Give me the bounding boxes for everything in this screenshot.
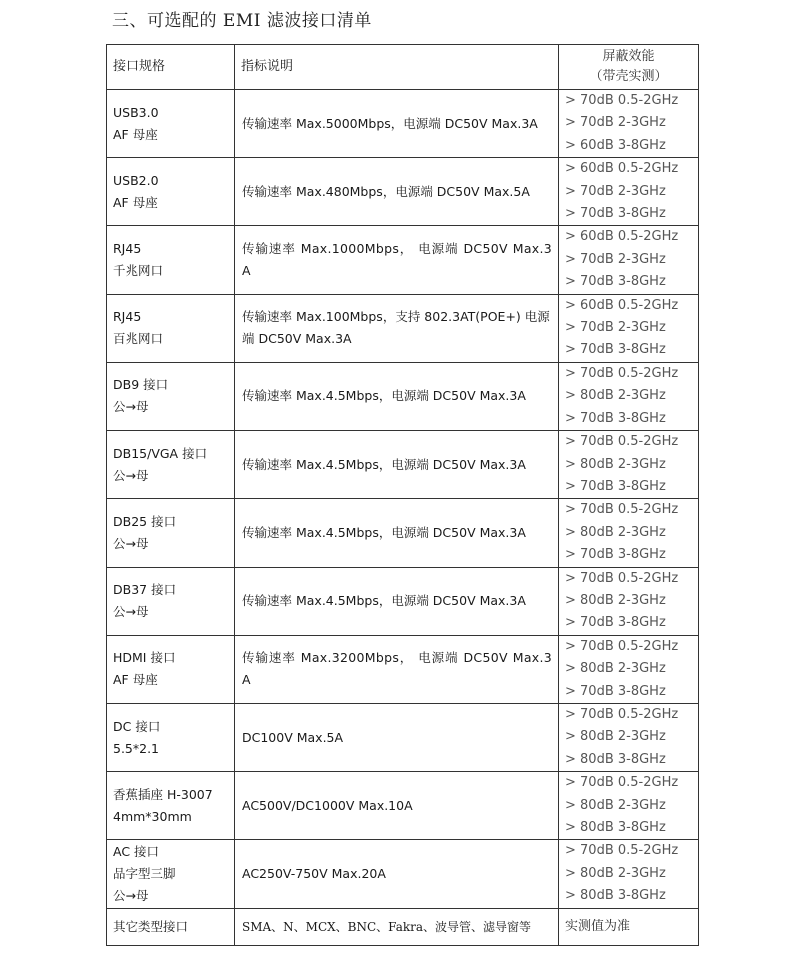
spec-cell xyxy=(235,158,559,226)
shielding-value: > 70dB 0.5-2GHz xyxy=(565,434,679,450)
interface-line: RJ45 xyxy=(113,241,142,257)
table-row xyxy=(107,158,699,226)
interface-line: 公→母 xyxy=(113,467,149,483)
shielding-value: > 70dB 3-8GHz xyxy=(565,547,666,563)
interface-line: DB9 接口 xyxy=(113,377,169,393)
shielding-value: > 80dB 2-3GHz xyxy=(565,592,666,608)
interface-cell xyxy=(107,431,235,499)
header-interface: 接口规格 xyxy=(107,45,235,90)
table-row xyxy=(107,90,699,158)
interface-line: 5.5*2.1 xyxy=(113,740,160,756)
table-row xyxy=(107,294,699,362)
spec-text: AC500V/DC1000V Max.10A xyxy=(242,797,413,813)
shielding-value: > 60dB 0.5-2GHz xyxy=(565,229,679,245)
interface-line: DB37 接口 xyxy=(113,582,177,598)
spec-cell xyxy=(235,431,559,499)
spec-cell xyxy=(235,567,559,635)
shielding-cell xyxy=(559,90,699,158)
spec-cell xyxy=(235,226,559,294)
table-row xyxy=(107,499,699,567)
interface-line: 品字型三脚 xyxy=(113,866,176,882)
shielding-value: > 70dB 0.5-2GHz xyxy=(565,706,679,722)
interface-line: AF 母座 xyxy=(113,126,158,142)
shielding-value: > 80dB 2-3GHz xyxy=(565,524,666,540)
spec-cell: SMA、N、MCX、BNC、Fakra、波导管、滤导窗等 xyxy=(235,908,559,945)
spec-text: 传输速率 Max.3200Mbps， 电源端 DC50V Max.3A xyxy=(242,650,552,688)
shielding-value: > 70dB 0.5-2GHz xyxy=(565,775,679,791)
interface-cell xyxy=(107,226,235,294)
spec-text: 传输速率 Max.100Mbps，支持 802.3AT(POE+) 电源端 DC50V Max.3A xyxy=(242,309,550,347)
interface-line: DC 接口 xyxy=(113,718,161,734)
interface-cell xyxy=(107,90,235,158)
spec-text: 传输速率 Max.4.5Mbps，电源端 DC50V Max.3A xyxy=(242,593,526,609)
interface-line: AF 母座 xyxy=(113,672,158,688)
interface-line: USB3.0 xyxy=(113,104,159,120)
shielding-value: > 70dB 2-3GHz xyxy=(565,115,666,131)
table-row-other xyxy=(107,908,699,945)
table-row xyxy=(107,567,699,635)
shielding-value: > 70dB 2-3GHz xyxy=(565,251,666,267)
spec-text: 传输速率 Max.4.5Mbps，电源端 DC50V Max.3A xyxy=(242,456,526,472)
header-shielding-line2: （带壳实测） xyxy=(589,69,668,84)
shielding-value: > 70dB 3-8GHz xyxy=(565,615,666,631)
interface-line: 香蕉插座 H-3007 xyxy=(113,786,213,802)
interface-cell xyxy=(107,840,235,908)
header-spec: 指标说明 xyxy=(235,45,559,90)
interface-line: USB2.0 xyxy=(113,172,159,188)
shielding-value: > 60dB 0.5-2GHz xyxy=(565,161,679,177)
spec-cell xyxy=(235,362,559,430)
shielding-cell: 实测值为准 xyxy=(559,908,699,945)
spec-text: 传输速率 Max.4.5Mbps，电源端 DC50V Max.3A xyxy=(242,388,526,404)
spec-cell xyxy=(235,635,559,703)
interface-line: 百兆网口 xyxy=(113,331,164,347)
shielding-value: > 80dB 3-8GHz xyxy=(565,888,666,904)
shielding-value: > 60dB 0.5-2GHz xyxy=(565,297,679,313)
page-title: 三、可选配的 EMI 滤波接口清单 xyxy=(112,11,372,31)
interface-cell xyxy=(107,294,235,362)
spec-text: AC250V-750V Max.20A xyxy=(242,866,386,882)
interface-cell xyxy=(107,772,235,840)
table-row xyxy=(107,772,699,840)
header-shielding-line1: 屏蔽效能 xyxy=(602,49,655,64)
shielding-value: > 80dB 2-3GHz xyxy=(565,729,666,745)
interface-line: 4mm*30mm xyxy=(113,808,192,824)
shielding-value: > 70dB 2-3GHz xyxy=(565,320,666,336)
header-shielding xyxy=(559,45,699,90)
interface-line: DB25 接口 xyxy=(113,513,177,529)
table-row xyxy=(107,226,699,294)
table-row xyxy=(107,431,699,499)
shielding-value: > 80dB 2-3GHz xyxy=(565,388,666,404)
spec-text: DC100V Max.5A xyxy=(242,729,344,745)
shielding-value: > 70dB 0.5-2GHz xyxy=(565,93,679,108)
shielding-value: > 70dB 3-8GHz xyxy=(565,683,666,699)
interface-line: 公→母 xyxy=(113,888,149,904)
spec-cell xyxy=(235,499,559,567)
shielding-value: > 80dB 3-8GHz xyxy=(565,751,666,767)
shielding-value: > 70dB 0.5-2GHz xyxy=(565,502,679,518)
shielding-cell xyxy=(559,840,699,908)
shielding-value: > 70dB 0.5-2GHz xyxy=(565,570,679,586)
shielding-cell xyxy=(559,635,699,703)
spec-cell xyxy=(235,90,559,158)
shielding-cell xyxy=(559,226,699,294)
spec-text: 传输速率 Max.4.5Mbps，电源端 DC50V Max.3A xyxy=(242,524,526,540)
interface-line: 公→母 xyxy=(113,535,149,551)
shielding-value: > 80dB 2-3GHz xyxy=(565,661,666,677)
spec-text: 传输速率 Max.480Mbps，电源端 DC50V Max.5A xyxy=(242,183,530,199)
shielding-value: > 80dB 2-3GHz xyxy=(565,456,666,472)
shielding-value: > 70dB 3-8GHz xyxy=(565,478,666,494)
interface-cell xyxy=(107,158,235,226)
spec-cell xyxy=(235,772,559,840)
shielding-value: > 70dB 0.5-2GHz xyxy=(565,638,679,654)
shielding-value: > 70dB 3-8GHz xyxy=(565,274,666,290)
interface-cell xyxy=(107,703,235,771)
shielding-value: > 80dB 3-8GHz xyxy=(565,820,666,835)
table-row xyxy=(107,635,699,703)
shielding-cell xyxy=(559,567,699,635)
spec-cell xyxy=(235,840,559,908)
shielding-cell xyxy=(559,362,699,430)
interface-cell xyxy=(107,499,235,567)
shielding-cell xyxy=(559,772,699,840)
interface-line: DB15/VGA 接口 xyxy=(113,445,208,461)
interface-line: 公→母 xyxy=(113,399,149,415)
interface-line: 公→母 xyxy=(113,604,149,620)
spec-cell xyxy=(235,294,559,362)
interface-line: AF 母座 xyxy=(113,194,158,210)
interface-cell xyxy=(107,567,235,635)
shielding-value: > 70dB 2-3GHz xyxy=(565,183,666,199)
shielding-cell xyxy=(559,294,699,362)
table-row xyxy=(107,840,699,908)
table-header-row xyxy=(107,45,699,90)
interface-line: HDMI 接口 xyxy=(113,650,176,666)
emi-interface-table xyxy=(106,44,699,946)
table-row xyxy=(107,703,699,771)
shielding-cell xyxy=(559,158,699,226)
table-row xyxy=(107,362,699,430)
shielding-value: > 70dB 3-8GHz xyxy=(565,410,666,426)
shielding-value: > 70dB 0.5-2GHz xyxy=(565,365,679,381)
shielding-value: > 70dB 0.5-2GHz xyxy=(565,843,679,859)
shielding-cell xyxy=(559,703,699,771)
shielding-cell xyxy=(559,431,699,499)
shielding-value: > 80dB 2-3GHz xyxy=(565,865,666,881)
shielding-value: > 70dB 3-8GHz xyxy=(565,342,666,358)
interface-line: 千兆网口 xyxy=(113,263,164,279)
interface-line: AC 接口 xyxy=(113,844,160,860)
shielding-cell xyxy=(559,499,699,567)
shielding-value: > 70dB 3-8GHz xyxy=(565,206,666,222)
interface-line: RJ45 xyxy=(113,309,142,325)
spec-cell xyxy=(235,703,559,771)
interface-cell xyxy=(107,362,235,430)
spec-text: 传输速率 Max.1000Mbps， 电源端 DC50V Max.3A xyxy=(242,241,552,279)
spec-text: 传输速率 Max.5000Mbps，电源端 DC50V Max.3A xyxy=(242,115,538,131)
interface-cell xyxy=(107,635,235,703)
interface-cell: 其它类型接口 xyxy=(107,908,235,945)
shielding-value: > 60dB 3-8GHz xyxy=(565,137,666,153)
shielding-value: > 80dB 2-3GHz xyxy=(565,797,666,813)
